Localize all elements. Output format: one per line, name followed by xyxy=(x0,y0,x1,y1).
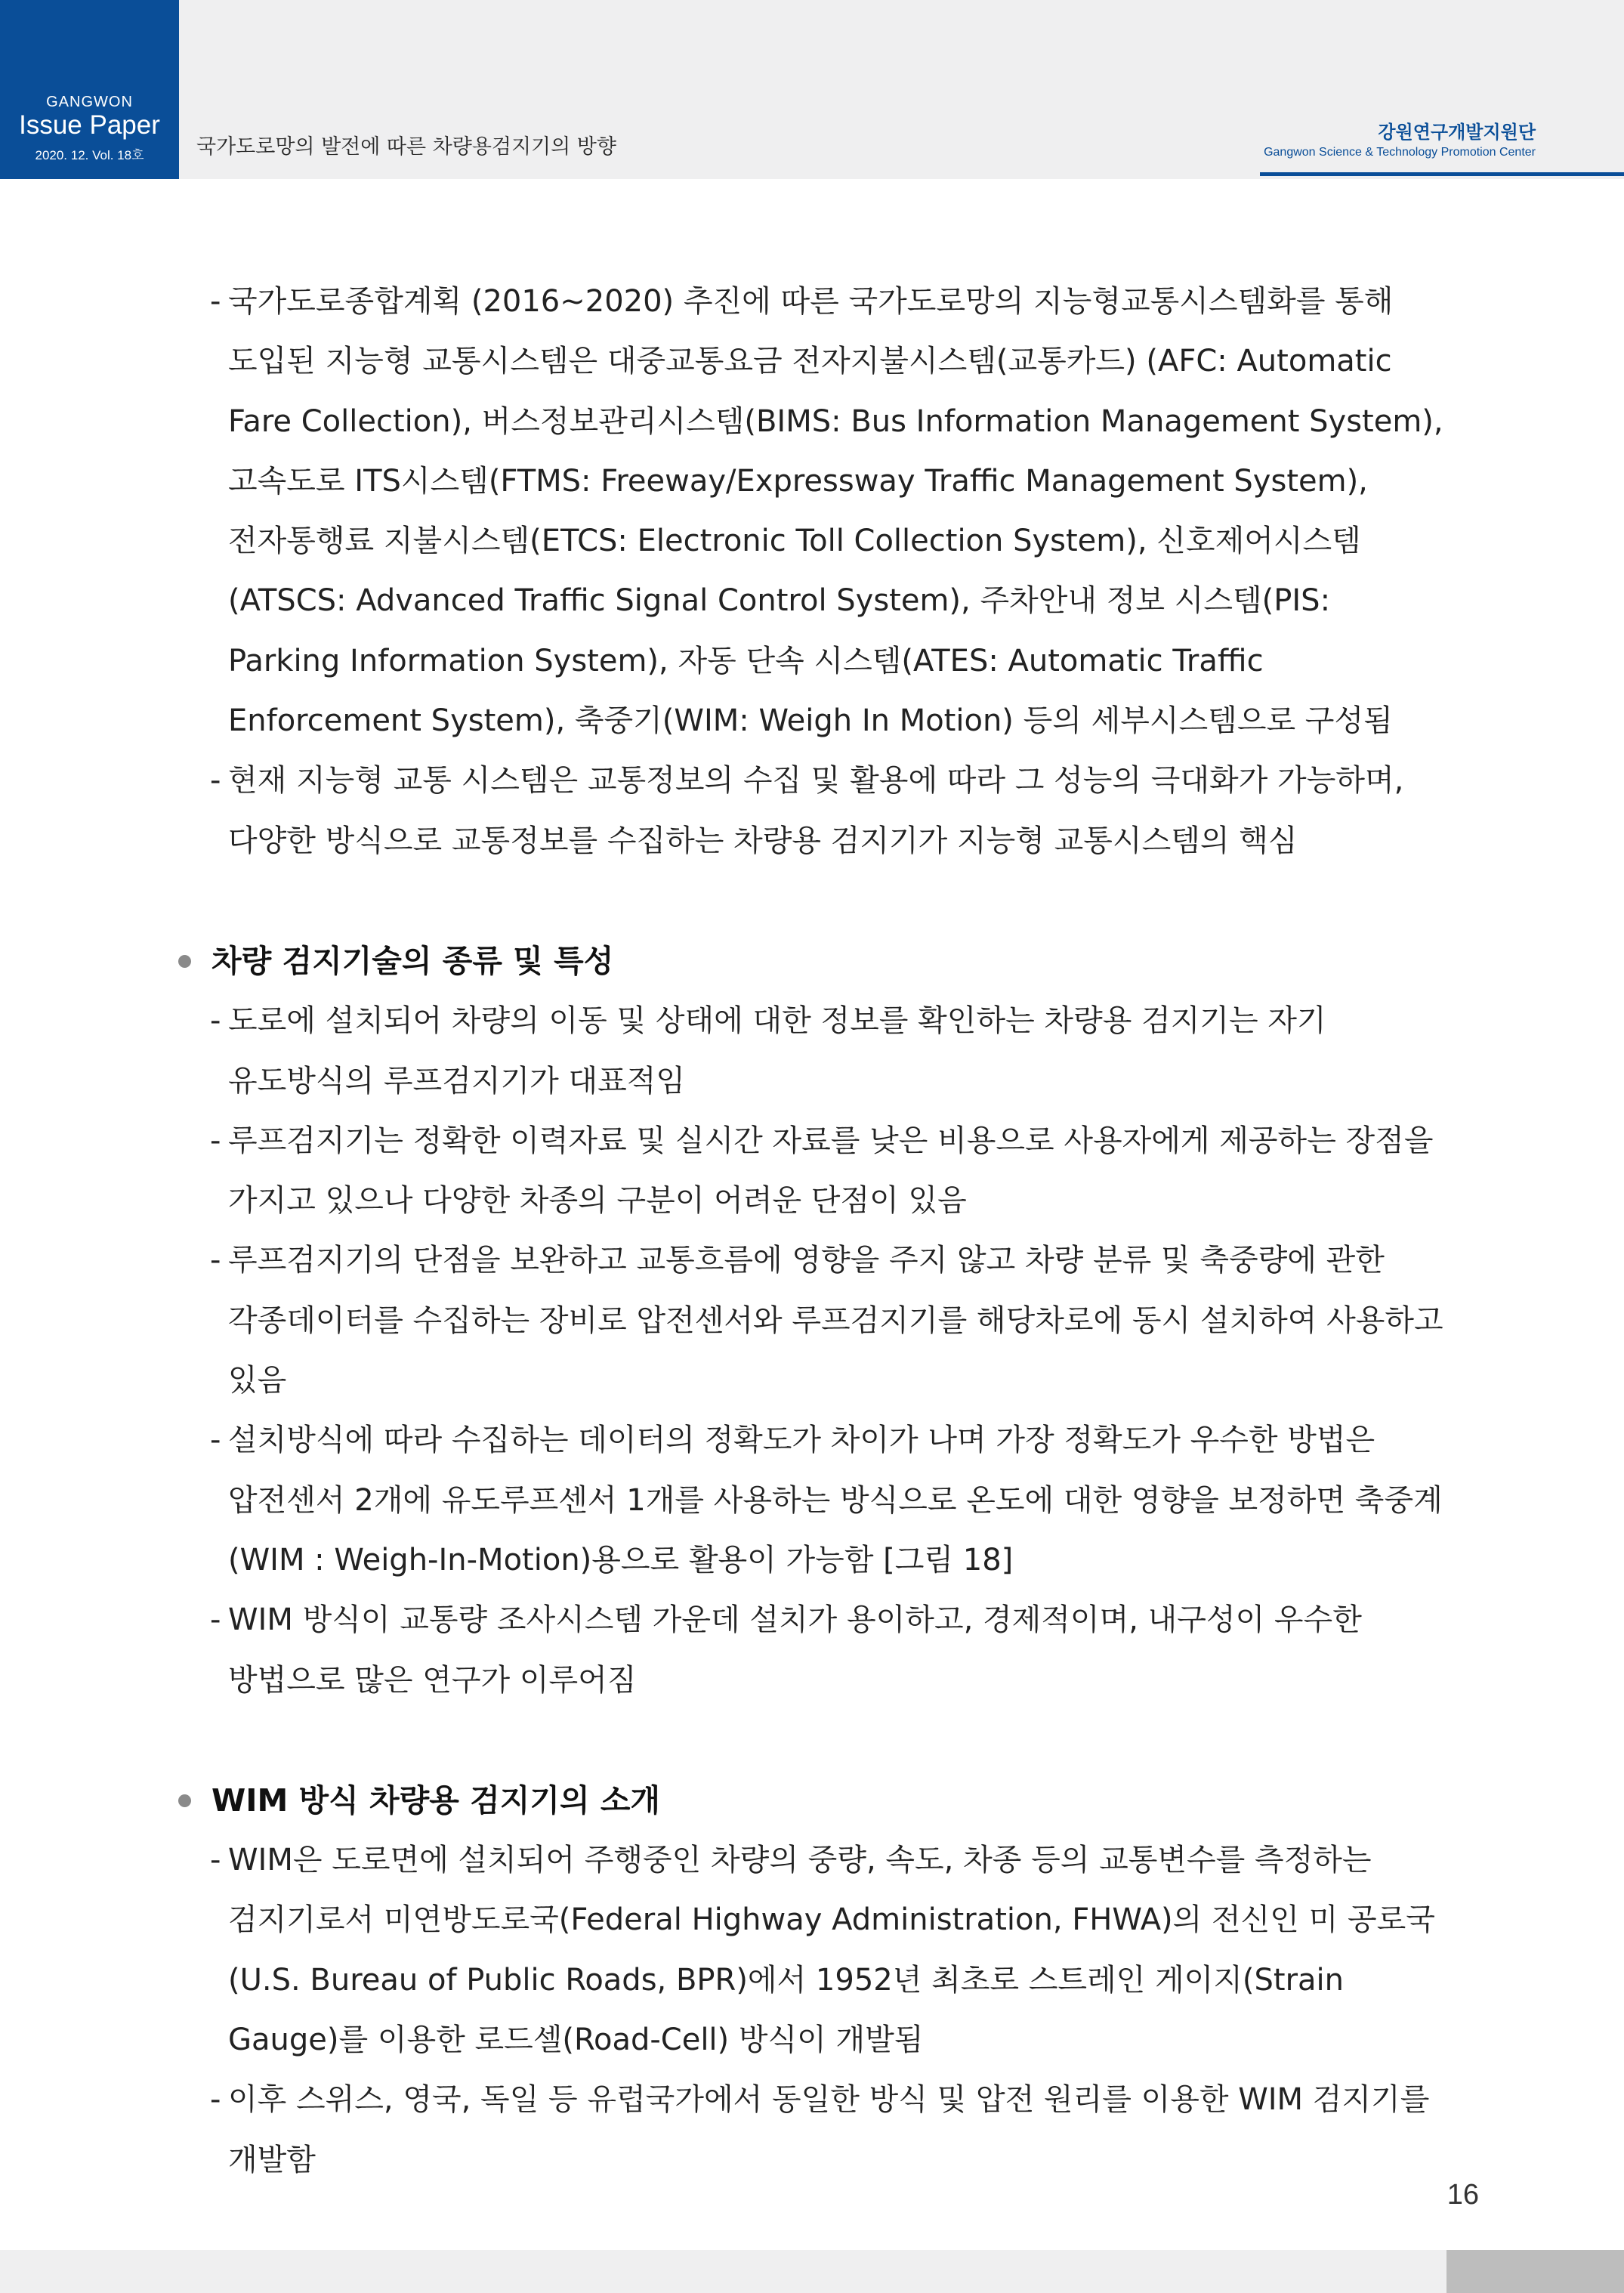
paragraph-text: 설치방식에 따라 수집하는 데이터의 정확도가 차이가 나며 가장 정확도가 우수한 방법은 압전센서 2개에 유도루프센서 1개를 사용하는 방식으로 온도에 대한 영향을 보정하면 축중계(WIM : Weigh-In-Motion)용으로 활용이 가능함 [그림 18] xyxy=(228,1423,1443,1578)
section-heading xyxy=(175,932,1452,991)
section-heading-text: WIM 방식 차량용 검지기의 소개 xyxy=(211,1782,661,1819)
intro-paragraph xyxy=(175,751,1452,871)
paragraph-text: WIM 방식이 교통량 조사시스템 가운데 설치가 용이하고, 경제적이며, 내구성이 우수한 방법으로 많은 연구가 이루어짐 xyxy=(228,1602,1362,1698)
dash-marker: - xyxy=(210,1243,221,1278)
section-heading xyxy=(175,1771,1452,1831)
dash-marker: - xyxy=(210,284,221,319)
dash-marker: - xyxy=(210,1602,221,1638)
dash-marker: - xyxy=(210,763,221,799)
list-item xyxy=(175,1411,1452,1590)
spacer xyxy=(175,1710,1452,1771)
list-item xyxy=(175,1590,1452,1710)
main-content xyxy=(175,272,1452,2190)
footer-band xyxy=(0,2250,1624,2293)
bullet-icon xyxy=(178,1794,191,1807)
dash-marker: - xyxy=(210,1423,221,1458)
organization-name-en: Gangwon Science & Technology Promotion Center xyxy=(1264,146,1536,159)
brand-top-text: GANGWON xyxy=(46,94,133,110)
intro-paragraph xyxy=(175,272,1452,751)
paragraph-text: 루프검지기의 단점을 보완하고 교통흐름에 영향을 주지 않고 차량 분류 및 축중량에 관한 각종데이터를 수집하는 장비로 압전센서와 루프검지기를 해당차로에 동시 설치하여 사용하고 있음 xyxy=(228,1243,1443,1398)
dash-marker: - xyxy=(210,1003,221,1039)
paragraph-text: 이후 스위스, 영국, 독일 등 유럽국가에서 동일한 방식 및 압전 원리를 이용한 WIM 검지기를 개발함 xyxy=(228,2082,1430,2177)
paragraph-text: 국가도로종합계획 (2016~2020) 추진에 따른 국가도로망의 지능형교통시스템화를 통해 도입된 지능형 교통시스템은 대중교통요금 전자지불시스템(교통카드) (AFC: Automatic Fare Collection), 버스정보관리시스템(BIMS: Bus Information Management System), 고속도로 ITS시스템(FTMS: Freeway/Expressway Traffic Management System), 전자통행료 지불시스템(ETCS: Electronic Toll Collection System), 신호제어시스템(ATSCS: Advanced Traffic Signal Control System), 주차안내 정보 시스템(PIS: Parking Information System), 자동 단속 시스템(ATES: Automatic Traffic Enforcement System), 축중기(WIM: Weigh In Motion) 등의 세부시스템으로 구성됨 xyxy=(228,284,1443,739)
list-item xyxy=(175,2070,1452,2190)
dash-marker: - xyxy=(210,1843,221,1878)
brand-logo xyxy=(0,0,179,179)
page-number: 16 xyxy=(1446,2179,1479,2211)
header-accent-rule xyxy=(1260,172,1624,176)
spacer xyxy=(175,871,1452,932)
brand-main-text: Issue Paper xyxy=(19,110,160,140)
section-heading-text: 차량 검지기술의 종류 및 특성 xyxy=(211,942,614,979)
header-bar xyxy=(0,0,1624,179)
list-item xyxy=(175,1831,1452,2070)
organization-name-ko: 강원연구개발지원단 xyxy=(1378,122,1536,143)
paragraph-text: 루프검지기는 정확한 이력자료 및 실시간 자료를 낮은 비용으로 사용자에게 제공하는 장점을 가지고 있으나 다양한 차종의 구분이 어려운 단점이 있음 xyxy=(228,1123,1434,1219)
footer-tab xyxy=(1446,2250,1624,2293)
paragraph-text: 도로에 설치되어 차량의 이동 및 상태에 대한 정보를 확인하는 차량용 검지기는 자기 유도방식의 루프검지기가 대표적임 xyxy=(228,1003,1326,1099)
document-title: 국가도로망의 발전에 따른 차량용검지기의 방향 xyxy=(196,135,616,159)
list-item xyxy=(175,1231,1452,1411)
issue-volume: 2020. 12. Vol. 18호 xyxy=(35,148,144,162)
bullet-icon xyxy=(178,955,191,968)
list-item xyxy=(175,991,1452,1111)
list-item xyxy=(175,1111,1452,1231)
dash-marker: - xyxy=(210,1123,221,1158)
paragraph-text: WIM은 도로면에 설치되어 주행중인 차량의 중량, 속도, 차종 등의 교통변수를 측정하는 검지기로서 미연방도로국(Federal Highway Administration, FHWA)의 전신인 미 공로국(U.S. Bureau of Public Roads, BPR)에서 1952년 최초로 스트레인 게이지(Strain Gauge)를 이용한 로드셀(Road-Cell) 방식이 개발됨 xyxy=(228,1843,1435,2058)
dash-marker: - xyxy=(210,2082,221,2118)
paragraph-text: 현재 지능형 교통 시스템은 교통정보의 수집 및 활용에 따라 그 성능의 극대화가 가능하며, 다양한 방식으로 교통정보를 수집하는 차량용 검지기가 지능형 교통시스템의 핵심 xyxy=(228,763,1404,858)
